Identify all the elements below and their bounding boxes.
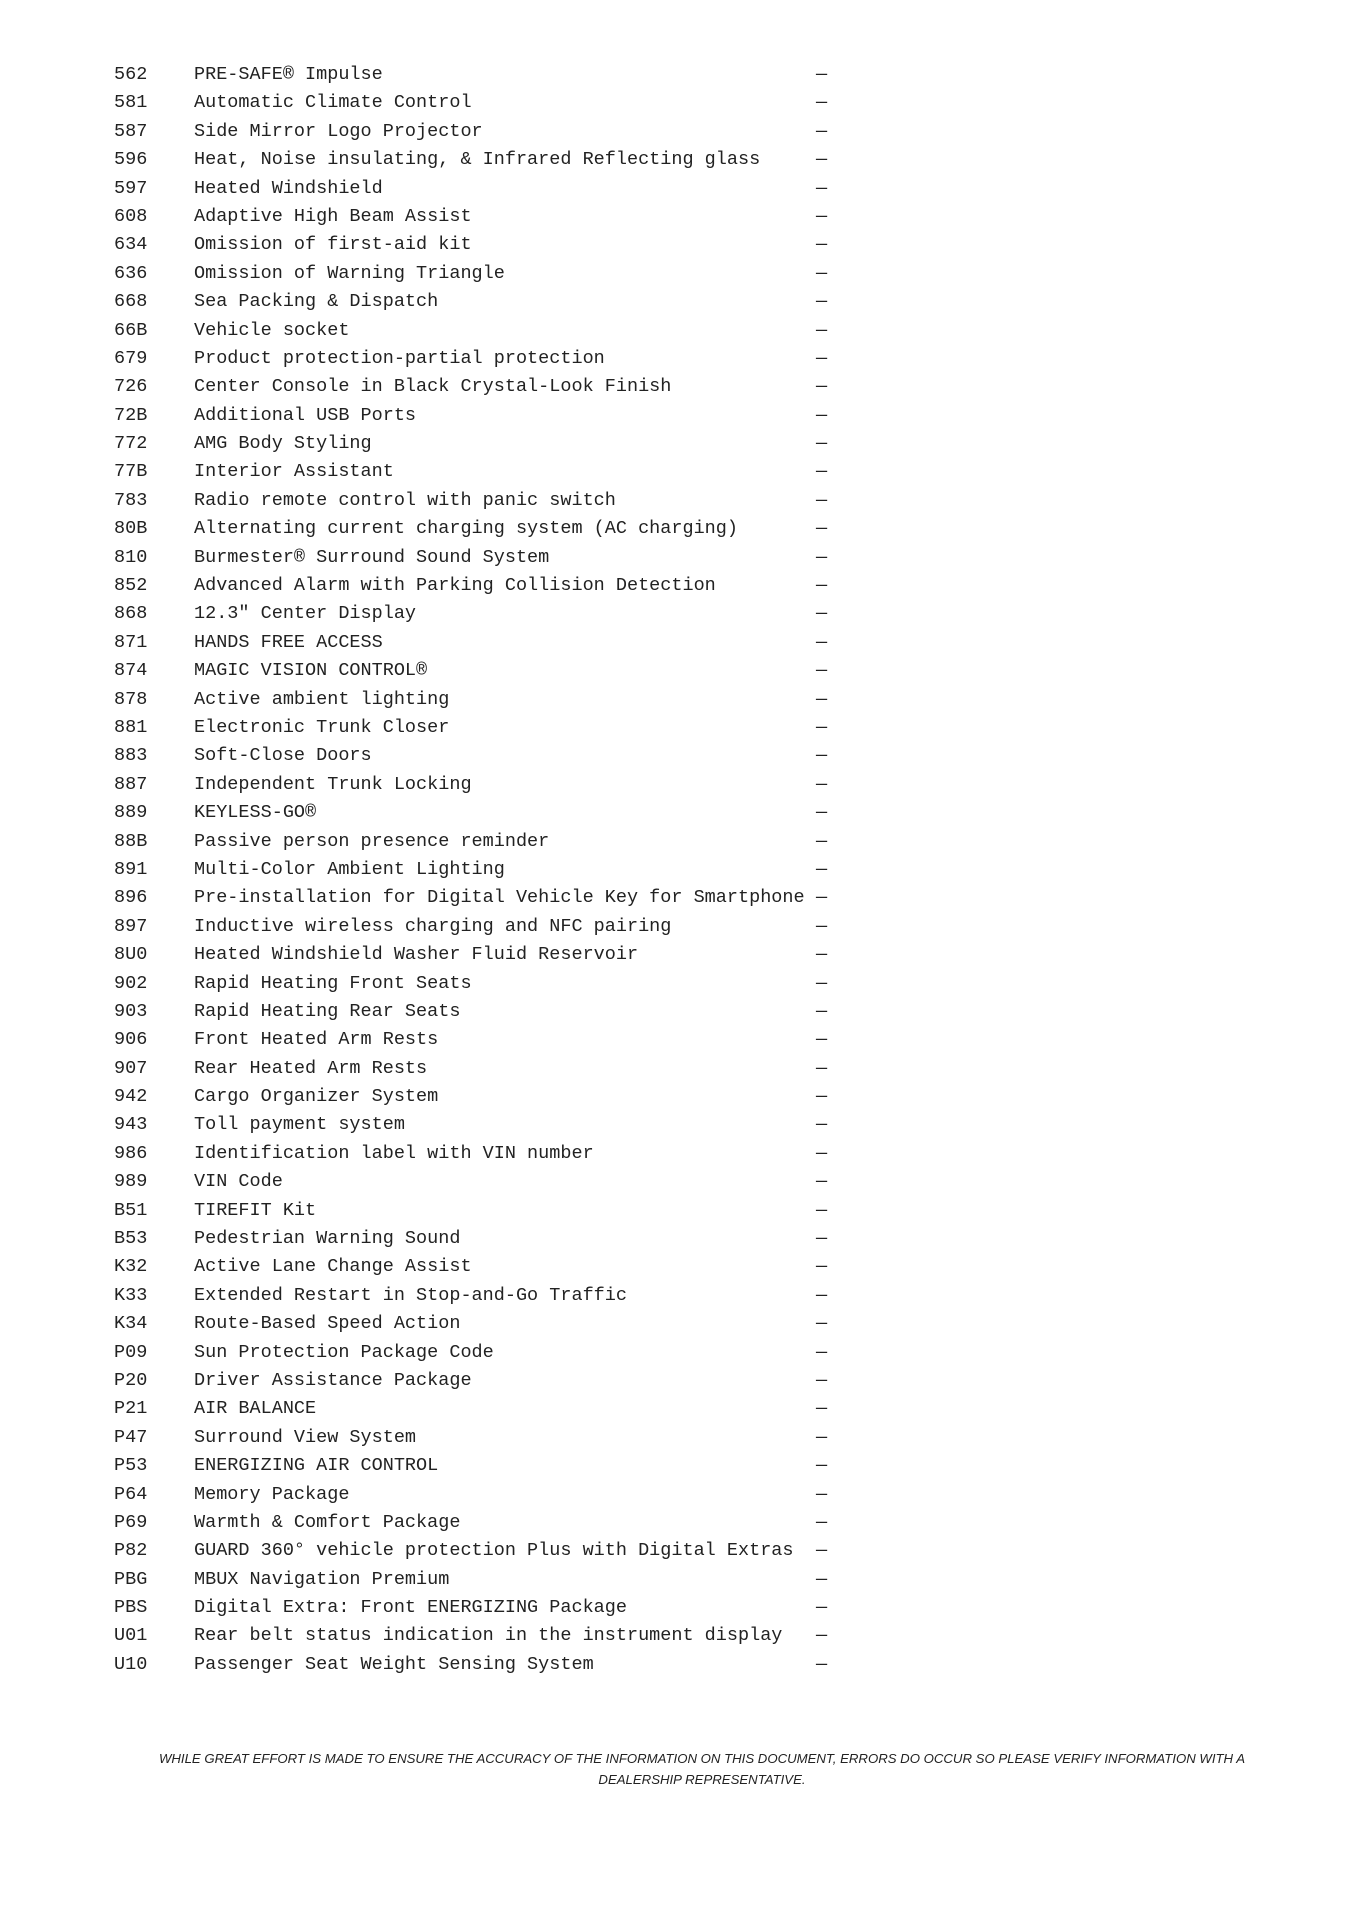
option-value: —: [816, 120, 828, 142]
option-description: Cargo Organizer System: [194, 1086, 439, 1108]
option-value: —: [816, 603, 828, 625]
option-description: Sea Packing & Dispatch: [194, 291, 439, 313]
options-list: [114, 61, 834, 1679]
option-value: —: [816, 461, 828, 483]
option-description: Advanced Alarm with Parking Collision Detection: [194, 575, 716, 597]
option-value: —: [816, 433, 828, 455]
option-row: [114, 260, 834, 288]
option-code: 897: [114, 915, 148, 937]
option-row: [114, 1253, 834, 1281]
option-description: 12.3" Center Display: [194, 603, 417, 625]
option-value: —: [816, 688, 828, 710]
option-code: P53: [114, 1455, 148, 1477]
option-code: U10: [114, 1653, 148, 1675]
option-code: 868: [114, 603, 148, 625]
option-code: 636: [114, 262, 148, 284]
option-value: —: [816, 575, 828, 597]
option-value: —: [816, 1228, 828, 1250]
option-value: —: [816, 1653, 828, 1675]
option-value: —: [816, 319, 828, 341]
option-description: AMG Body Styling: [194, 433, 372, 455]
option-row: [114, 203, 834, 231]
option-code: 679: [114, 347, 148, 369]
option-value: —: [816, 1625, 828, 1647]
option-description: Pre-installation for Digital Vehicle Key for Smartphone: [194, 887, 805, 909]
option-row: [114, 458, 834, 486]
option-value: —: [816, 1369, 828, 1391]
option-description: Digital Extra: Front ENERGIZING Package: [194, 1597, 627, 1619]
option-description: Rear Heated Arm Rests: [194, 1057, 428, 1079]
option-row: [114, 1481, 834, 1509]
option-description: Extended Restart in Stop-and-Go Traffic: [194, 1284, 627, 1306]
option-value: —: [816, 64, 828, 85]
option-code: 783: [114, 489, 148, 511]
option-value: —: [816, 830, 828, 852]
option-value: —: [816, 1483, 828, 1505]
option-value: —: [816, 92, 828, 114]
option-description: Active ambient lighting: [194, 688, 450, 710]
option-row: [114, 89, 834, 117]
option-row: [114, 515, 834, 543]
option-row: [114, 1055, 834, 1083]
option-row: [114, 572, 834, 600]
option-description: Front Heated Arm Rests: [194, 1029, 439, 1051]
option-description: Passive person presence reminder: [194, 830, 550, 852]
option-code: 883: [114, 745, 148, 767]
option-code: P20: [114, 1369, 148, 1391]
option-value: —: [816, 205, 828, 227]
option-row: [114, 828, 834, 856]
option-value: —: [816, 1057, 828, 1079]
option-description: Alternating current charging system (AC charging): [194, 518, 738, 540]
option-code: 581: [114, 92, 148, 114]
option-description: Omission of Warning Triangle: [194, 262, 505, 284]
option-row: [114, 771, 834, 799]
option-value: —: [816, 858, 828, 880]
option-code: U01: [114, 1625, 148, 1647]
disclaimer-text: WHILE GREAT EFFORT IS MADE TO ENSURE THE ACCURACY OF THE INFORMATION ON THIS DOCUMENT, ERRORS DO OCCUR SO PLEASE VERIFY INFORMATION WITH A DEALERSHIP REPRESENTATIVE.: [158, 1751, 1246, 1787]
option-code: 66B: [114, 319, 148, 341]
option-description: Burmester® Surround Sound System: [194, 546, 550, 568]
option-value: —: [816, 1511, 828, 1533]
option-description: Vehicle socket: [194, 319, 350, 341]
option-row: [114, 231, 834, 259]
option-description: Route-Based Speed Action: [194, 1313, 461, 1335]
option-code: 668: [114, 291, 148, 313]
option-description: Center Console in Black Crystal-Look Finish: [194, 376, 672, 398]
option-value: —: [816, 234, 828, 256]
option-description: Toll payment system: [194, 1114, 405, 1136]
option-value: —: [816, 376, 828, 398]
option-code: 72B: [114, 404, 148, 426]
option-row: [114, 941, 834, 969]
option-code: 906: [114, 1029, 148, 1051]
option-code: P69: [114, 1511, 148, 1533]
option-code: 903: [114, 1000, 148, 1022]
option-description: Additional USB Ports: [194, 404, 417, 426]
option-code: 902: [114, 972, 148, 994]
option-code: 587: [114, 120, 148, 142]
option-code: 942: [114, 1086, 148, 1108]
option-description: Electronic Trunk Closer: [194, 716, 450, 738]
option-row: [114, 884, 834, 912]
option-value: —: [816, 177, 828, 199]
option-description: Inductive wireless charging and NFC pairing: [194, 915, 672, 937]
option-row: [114, 714, 834, 742]
option-value: —: [816, 1142, 828, 1164]
option-row: [114, 1622, 834, 1650]
option-value: —: [816, 1341, 828, 1363]
option-value: —: [816, 745, 828, 767]
option-row: [114, 1395, 834, 1423]
option-description: KEYLESS-GO®: [194, 802, 317, 824]
option-code: P47: [114, 1426, 148, 1448]
option-row: [114, 430, 834, 458]
option-value: —: [816, 1597, 828, 1619]
option-row: [114, 175, 834, 203]
option-description: Rapid Heating Front Seats: [194, 972, 472, 994]
option-code: 896: [114, 887, 148, 909]
option-value: —: [816, 1000, 828, 1022]
option-value: —: [816, 1398, 828, 1420]
option-value: —: [816, 262, 828, 284]
option-value: —: [816, 149, 828, 171]
option-value: —: [816, 631, 828, 653]
option-value: —: [816, 1029, 828, 1051]
option-row: [114, 742, 834, 770]
option-row: [114, 373, 834, 401]
option-code: PBS: [114, 1597, 148, 1619]
option-value: —: [816, 546, 828, 568]
option-description: AIR BALANCE: [194, 1398, 317, 1420]
option-description: Sun Protection Package Code: [194, 1341, 494, 1363]
option-row: [114, 61, 834, 89]
option-description: Rear belt status indication in the instrument display: [194, 1625, 783, 1647]
option-row: [114, 600, 834, 628]
option-description: Heat, Noise insulating, & Infrared Reflecting glass: [194, 149, 761, 171]
option-value: —: [816, 716, 828, 738]
option-value: —: [816, 1540, 828, 1562]
option-description: Memory Package: [194, 1483, 350, 1505]
option-description: Independent Trunk Locking: [194, 773, 472, 795]
option-description: Product protection-partial protection: [194, 347, 605, 369]
option-value: —: [816, 1455, 828, 1477]
option-row: [114, 288, 834, 316]
option-row: [114, 1168, 834, 1196]
option-description: Active Lane Change Assist: [194, 1256, 472, 1278]
option-code: 726: [114, 376, 148, 398]
option-description: GUARD 360° vehicle protection Plus with Digital Extras: [194, 1540, 794, 1562]
option-code: 88B: [114, 830, 148, 852]
option-description: TIREFIT Kit: [194, 1199, 317, 1221]
option-value: —: [816, 944, 828, 966]
option-code: 989: [114, 1171, 148, 1193]
option-row: [114, 1537, 834, 1565]
option-value: —: [816, 773, 828, 795]
option-code: 597: [114, 177, 148, 199]
option-code: 772: [114, 433, 148, 455]
option-description: Soft-Close Doors: [194, 745, 372, 767]
option-description: MBUX Navigation Premium: [194, 1568, 450, 1590]
option-row: [114, 1197, 834, 1225]
option-code: 8U0: [114, 944, 148, 966]
option-description: Adaptive High Beam Assist: [194, 205, 472, 227]
option-row: [114, 317, 834, 345]
option-description: Automatic Climate Control: [194, 92, 472, 114]
option-row: [114, 1424, 834, 1452]
option-code: 907: [114, 1057, 148, 1079]
option-description: Rapid Heating Rear Seats: [194, 1000, 461, 1022]
option-row: [114, 1225, 834, 1253]
option-description: Multi-Color Ambient Lighting: [194, 858, 505, 880]
option-code: 562: [114, 64, 148, 85]
option-row: [114, 345, 834, 373]
option-code: 878: [114, 688, 148, 710]
option-value: —: [816, 518, 828, 540]
option-code: B51: [114, 1199, 148, 1221]
option-code: 608: [114, 205, 148, 227]
option-row: [114, 146, 834, 174]
option-value: —: [816, 489, 828, 511]
option-description: Interior Assistant: [194, 461, 394, 483]
option-value: —: [816, 1284, 828, 1306]
option-description: HANDS FREE ACCESS: [194, 631, 383, 653]
option-value: —: [816, 1256, 828, 1278]
option-value: —: [816, 1313, 828, 1335]
option-row: [114, 1026, 834, 1054]
option-row: [114, 998, 834, 1026]
option-description: VIN Code: [194, 1171, 283, 1193]
option-code: P82: [114, 1540, 148, 1562]
option-value: —: [816, 1568, 828, 1590]
option-code: 871: [114, 631, 148, 653]
option-code: K32: [114, 1256, 148, 1278]
option-value: —: [816, 1171, 828, 1193]
option-row: [114, 1594, 834, 1622]
option-value: —: [816, 802, 828, 824]
option-row: [114, 1509, 834, 1537]
option-row: [114, 1140, 834, 1168]
option-description: PRE-SAFE® Impulse: [194, 64, 383, 85]
option-value: —: [816, 915, 828, 937]
option-description: MAGIC VISION CONTROL®: [194, 660, 428, 682]
option-code: 80B: [114, 518, 148, 540]
option-code: 889: [114, 802, 148, 824]
option-row: [114, 1282, 834, 1310]
option-row: [114, 402, 834, 430]
option-row: [114, 856, 834, 884]
option-code: 634: [114, 234, 148, 256]
option-row: [114, 799, 834, 827]
option-value: —: [816, 404, 828, 426]
option-row: [114, 1651, 834, 1679]
option-value: —: [816, 1114, 828, 1136]
option-description: Side Mirror Logo Projector: [194, 120, 483, 142]
option-code: 891: [114, 858, 148, 880]
option-row: [114, 118, 834, 146]
option-description: Driver Assistance Package: [194, 1369, 472, 1391]
option-row: [114, 1566, 834, 1594]
option-code: 810: [114, 546, 148, 568]
option-row: [114, 970, 834, 998]
option-row: [114, 657, 834, 685]
option-description: Heated Windshield: [194, 177, 383, 199]
option-value: —: [816, 660, 828, 682]
option-description: Heated Windshield Washer Fluid Reservoir: [194, 944, 639, 966]
option-code: P09: [114, 1341, 148, 1363]
option-code: 77B: [114, 461, 148, 483]
option-value: —: [816, 291, 828, 313]
option-row: [114, 487, 834, 515]
option-row: [114, 1367, 834, 1395]
option-row: [114, 544, 834, 572]
option-value: —: [816, 347, 828, 369]
option-code: 887: [114, 773, 148, 795]
option-code: P64: [114, 1483, 148, 1505]
option-description: Radio remote control with panic switch: [194, 489, 616, 511]
option-description: Identification label with VIN number: [194, 1142, 594, 1164]
option-description: Omission of first-aid kit: [194, 234, 472, 256]
option-row: [114, 1083, 834, 1111]
option-value: —: [816, 887, 828, 909]
option-row: [114, 1310, 834, 1338]
option-value: —: [816, 1199, 828, 1221]
option-row: [114, 1452, 834, 1480]
option-row: [114, 629, 834, 657]
option-description: Pedestrian Warning Sound: [194, 1228, 461, 1250]
option-value: —: [816, 1086, 828, 1108]
option-code: 852: [114, 575, 148, 597]
option-code: K34: [114, 1313, 148, 1335]
option-row: [114, 1111, 834, 1139]
option-description: ENERGIZING AIR CONTROL: [194, 1455, 439, 1477]
option-code: P21: [114, 1398, 148, 1420]
option-code: 881: [114, 716, 148, 738]
option-row: [114, 913, 834, 941]
option-code: PBG: [114, 1568, 148, 1590]
option-description: Warmth & Comfort Package: [194, 1511, 461, 1533]
option-code: 596: [114, 149, 148, 171]
option-description: Surround View System: [194, 1426, 417, 1448]
option-code: 874: [114, 660, 148, 682]
option-code: 986: [114, 1142, 148, 1164]
option-code: K33: [114, 1284, 148, 1306]
option-row: [114, 1339, 834, 1367]
option-value: —: [816, 972, 828, 994]
option-value: —: [816, 1426, 828, 1448]
option-code: 943: [114, 1114, 148, 1136]
option-row: [114, 686, 834, 714]
option-code: B53: [114, 1228, 148, 1250]
option-description: Passenger Seat Weight Sensing System: [194, 1653, 594, 1675]
